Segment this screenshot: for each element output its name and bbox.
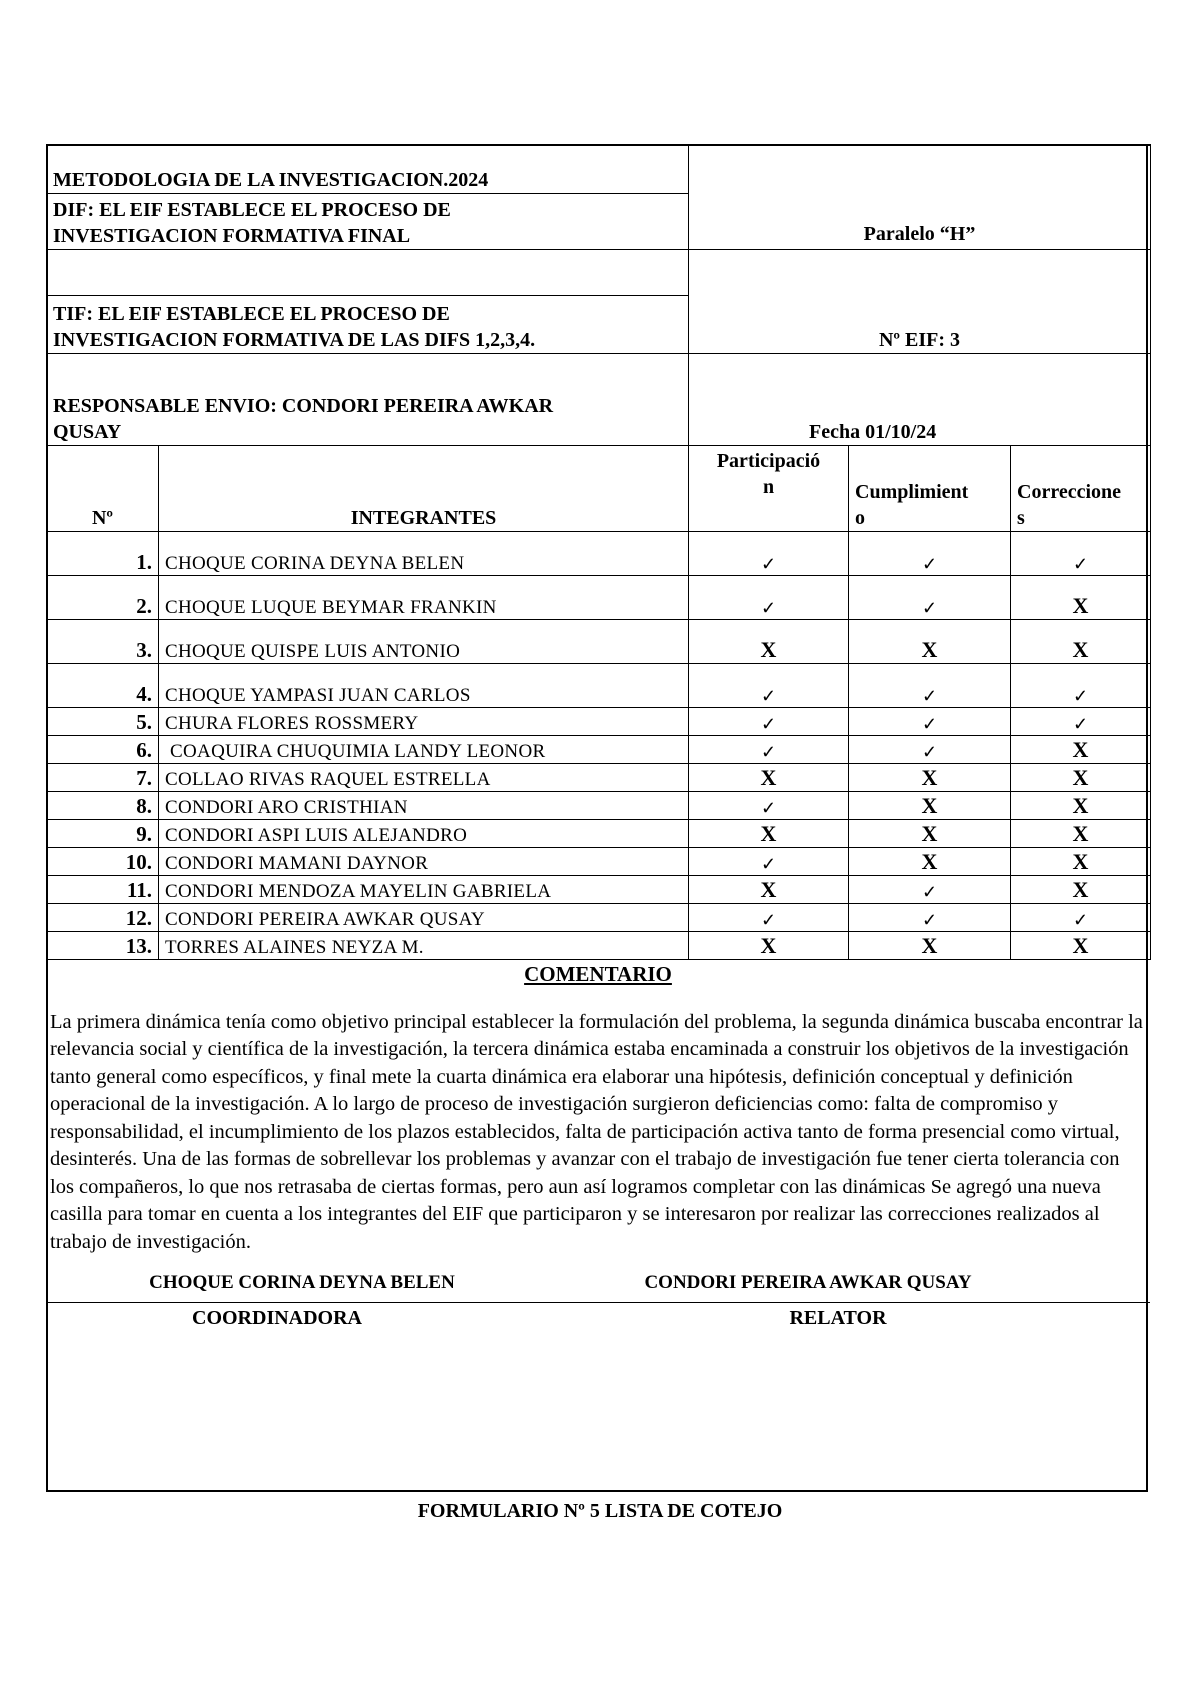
dif-statement (47, 193, 689, 249)
col-header-participacion-l1: Participació (716, 449, 821, 472)
cumplimiento-mark: ✓ (849, 575, 1011, 619)
participacion-mark: X (689, 819, 849, 847)
comment-section (46, 962, 1150, 1416)
participacion-mark: ✓ (689, 531, 849, 575)
correcciones-mark: X (1011, 819, 1151, 847)
cumplimiento-mark: ✓ (849, 903, 1011, 931)
col-header-cumplimiento-l1: Cumplimient (855, 480, 969, 503)
correcciones-mark: X (1011, 847, 1151, 875)
correcciones-mark: X (1011, 791, 1151, 819)
row-number: 6. (47, 735, 159, 763)
correcciones-mark: X (1011, 875, 1151, 903)
member-name: CHOQUE QUISPE LUIS ANTONIO (159, 619, 689, 663)
participacion-mark: X (689, 763, 849, 791)
row-number: 8. (47, 791, 159, 819)
member-name: CONDORI ASPI LUIS ALEJANDRO (159, 819, 689, 847)
col-header-correcciones-l2: s (1017, 506, 1025, 529)
table-row (47, 847, 1151, 875)
participacion-mark: ✓ (689, 707, 849, 735)
participacion-mark: X (689, 931, 849, 959)
col-header-participacion (689, 445, 849, 531)
table-row (47, 931, 1151, 959)
row-number: 2. (47, 575, 159, 619)
cumplimiento-mark: ✓ (849, 663, 1011, 707)
row-number: 11. (47, 875, 159, 903)
table-row (47, 663, 1151, 707)
participacion-mark: ✓ (689, 735, 849, 763)
row-number: 9. (47, 819, 159, 847)
dif-line-2: INVESTIGACION FORMATIVA FINAL (53, 224, 411, 247)
table-row (47, 791, 1151, 819)
row-number: 13. (47, 931, 159, 959)
relator-role: RELATOR (789, 1307, 887, 1329)
tif-statement (47, 295, 689, 353)
course-title: METODOLOGIA DE LA INVESTIGACION.2024 (47, 145, 689, 193)
member-name: CONDORI MAMANI DAYNOR (159, 847, 689, 875)
coordinadora-name: CHOQUE CORINA DEYNA BELEN (149, 1272, 455, 1293)
table-row (47, 875, 1151, 903)
dif-line-1: DIF: EL EIF ESTABLECE EL PROCESO DE (53, 198, 451, 221)
correcciones-mark: X (1011, 763, 1151, 791)
table-row (47, 619, 1151, 663)
cumplimiento-mark: X (849, 819, 1011, 847)
cumplimiento-mark: ✓ (849, 875, 1011, 903)
row-number: 7. (47, 763, 159, 791)
cumplimiento-mark: X (849, 931, 1011, 959)
member-name: CHURA FLORES ROSSMERY (159, 707, 689, 735)
cumplimiento-mark: X (849, 619, 1011, 663)
col-header-correcciones (1011, 445, 1151, 531)
col-header-participacion-l2: n (762, 475, 775, 498)
participacion-mark: ✓ (689, 847, 849, 875)
cumplimiento-mark: ✓ (849, 707, 1011, 735)
table-row (47, 819, 1151, 847)
correcciones-mark: ✓ (1011, 531, 1151, 575)
row-number: 12. (47, 903, 159, 931)
row-number: 10. (47, 847, 159, 875)
col-header-cumplimiento-l2: o (855, 506, 865, 529)
table-row (47, 707, 1151, 735)
responsable-line-2: QUSAY (53, 420, 122, 443)
member-name: CONDORI PEREIRA AWKAR QUSAY (159, 903, 689, 931)
member-name: CONDORI MENDOZA MAYELIN GABRIELA (159, 875, 689, 903)
cumplimiento-mark: ✓ (849, 531, 1011, 575)
correcciones-mark: X (1011, 575, 1151, 619)
member-name: CHOQUE YAMPASI JUAN CARLOS (159, 663, 689, 707)
comment-title: COMENTARIO (524, 961, 672, 986)
row-number: 4. (47, 663, 159, 707)
participacion-mark: X (689, 875, 849, 903)
col-header-integrantes: INTEGRANTES (159, 445, 689, 531)
table-row (47, 763, 1151, 791)
col-header-correcciones-l1: Correccione (1017, 480, 1122, 503)
signature-roles (46, 1302, 1150, 1415)
row-number: 1. (47, 531, 159, 575)
fecha: Fecha 01/10/24 (689, 353, 1151, 445)
table-row (47, 903, 1151, 931)
table-row (47, 575, 1151, 619)
member-rows (47, 531, 1151, 959)
member-name: CONDORI ARO CRISTHIAN (159, 791, 689, 819)
participacion-mark: ✓ (689, 575, 849, 619)
signature-names (46, 1272, 1150, 1294)
cumplimiento-mark: X (849, 791, 1011, 819)
member-name: COAQUIRA CHUQUIMIA LANDY LEONOR (159, 735, 689, 763)
form-footer: FORMULARIO Nº 5 LISTA DE COTEJO (417, 1500, 783, 1522)
checklist-form (46, 144, 1150, 1415)
cumplimiento-mark: ✓ (849, 735, 1011, 763)
comment-text: La primera dinámica tenía como objetivo principal establecer la formulación del problema, la segunda dinámica buscaba encontrar la relevancia social y científica de la investigación, la tercera dinámica estaba encaminada a construir los objetivos de la investigación tanto general como específicos, y final mete la cuarta dinámica era elaborar una hipótesis, definición conceptual y definición operacional de la investigación. A lo largo de proceso de investigación surgieron deficiencias como: falta de compromiso y responsabilidad, el incumplimiento de los plazos establecidos, falta de participación activa tanto de forma presencial como virtual, desinterés. Una de las formas de sobrellevar los problemas y avanzar con el trabajo de investigación fue tener cierta tolerancia con los compañeros, lo que nos retrasaba de ciertas formas, pero aun así logramos completar con las dinámicas Se agregó una nueva casilla para tomar en cuenta a los integrantes del EIF que participaron y se interesaron por realizar las correcciones realizados al trabajo de investigación. (50, 1010, 1143, 1253)
cumplimiento-mark: X (849, 847, 1011, 875)
correcciones-mark: ✓ (1011, 707, 1151, 735)
header-table (46, 144, 1151, 960)
blank-cell (47, 249, 689, 295)
member-name: COLLAO RIVAS RAQUEL ESTRELLA (159, 763, 689, 791)
correcciones-mark: X (1011, 735, 1151, 763)
responsable-envio (47, 353, 689, 445)
table-row (47, 735, 1151, 763)
col-header-num: Nº (47, 445, 159, 531)
correcciones-mark: ✓ (1011, 903, 1151, 931)
row-number: 3. (47, 619, 159, 663)
member-name: CHOQUE CORINA DEYNA BELEN (159, 531, 689, 575)
correcciones-mark: X (1011, 619, 1151, 663)
responsable-line-1: RESPONSABLE ENVIO: CONDORI PEREIRA AWKAR (53, 394, 554, 417)
correcciones-mark: ✓ (1011, 663, 1151, 707)
paralelo-label: Paralelo “H” (689, 145, 1151, 249)
participacion-mark: ✓ (689, 663, 849, 707)
correcciones-mark: X (1011, 931, 1151, 959)
table-row (47, 531, 1151, 575)
participacion-mark: ✓ (689, 903, 849, 931)
row-number: 5. (47, 707, 159, 735)
col-header-cumplimiento (849, 445, 1011, 531)
participacion-mark: X (689, 619, 849, 663)
relator-name: CONDORI PEREIRA AWKAR QUSAY (644, 1272, 972, 1293)
member-name: TORRES ALAINES NEYZA M. (159, 931, 689, 959)
eif-number: Nº EIF: 3 (689, 249, 1151, 353)
coordinadora-role: COORDINADORA (192, 1307, 362, 1329)
tif-line-1: TIF: EL EIF ESTABLECE EL PROCESO DE (53, 302, 450, 325)
participacion-mark: ✓ (689, 791, 849, 819)
cumplimiento-mark: X (849, 763, 1011, 791)
member-name: CHOQUE LUQUE BEYMAR FRANKIN (159, 575, 689, 619)
tif-line-2: INVESTIGACION FORMATIVA DE LAS DIFS 1,2,3,4. (53, 328, 536, 351)
